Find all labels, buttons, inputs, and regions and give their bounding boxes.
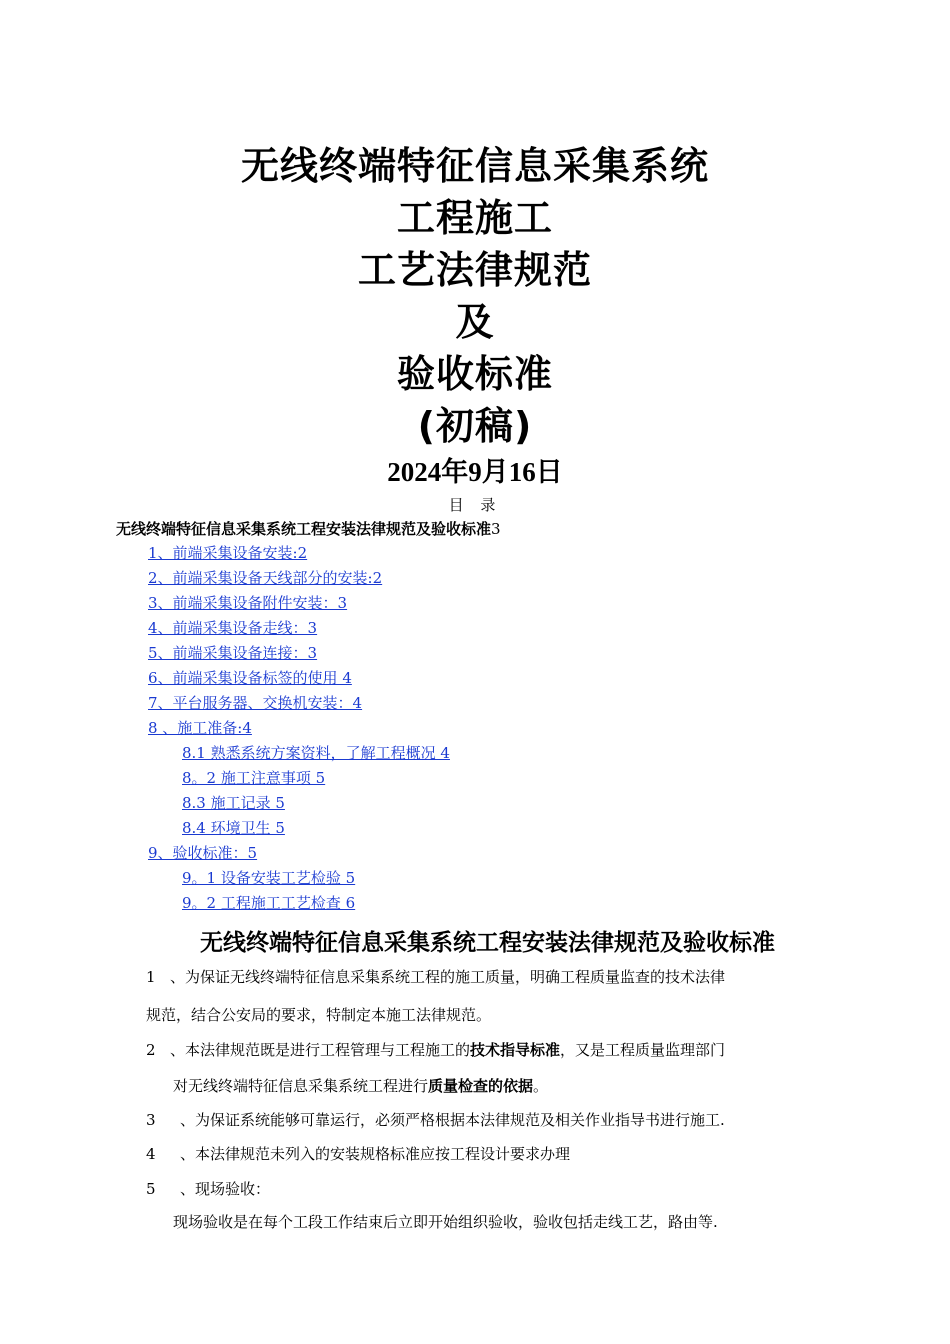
paragraph-2-line-1 xyxy=(146,1039,725,1060)
title-line-1: 无线终端特征信息采集系统 xyxy=(240,144,709,188)
toc-main-entry-page: 3 xyxy=(491,520,501,538)
toc-main-entry[interactable] xyxy=(116,518,501,539)
toc-link-8-2[interactable]: 8。2 施工注意事项 5 xyxy=(182,769,326,787)
paragraph-1-text: 、为保证无线终端特征信息采集系统工程的施工质量，明确工程质量监查的技术法律 xyxy=(170,968,726,986)
toc-link-9-2[interactable]: 9。2 工程施工工艺检查 6 xyxy=(182,894,356,912)
toc-link-2[interactable]: 2、前端采集设备天线部分的安装:2 xyxy=(148,569,383,587)
paragraph-2-emphasis-1: 技术指导标准 xyxy=(470,1041,561,1059)
section-title: 无线终端特征信息采集系统工程安装法律规范及验收标准 xyxy=(200,930,775,956)
title-line-6: (初稿) xyxy=(417,404,533,448)
toc-heading: 目 录 xyxy=(448,496,502,514)
paragraph-6: 现场验收是在每个工段工作结束后立即开始组织验收，验收包括走线工艺，路由等. xyxy=(173,1213,718,1231)
toc-link-8-4[interactable]: 8.4 环境卫生 5 xyxy=(182,819,285,837)
paragraph-2-line-2 xyxy=(173,1075,548,1096)
paragraph-5-text: 、现场验收： xyxy=(180,1180,271,1198)
toc-link-1[interactable]: 1、前端采集设备安装:2 xyxy=(148,544,308,562)
toc-link-9-1[interactable]: 9。1 设备安装工艺检验 5 xyxy=(182,869,356,887)
paragraph-3-text: 、为保证系统能够可靠运行，必须严格根据本法律规范及相关作业指导书进行施工. xyxy=(180,1111,725,1129)
paragraph-4 xyxy=(146,1143,570,1164)
document-date: 2024年9月16日 xyxy=(387,457,563,487)
toc-link-5[interactable]: 5、前端采集设备连接：3 xyxy=(148,644,318,662)
toc-link-3[interactable]: 3、前端采集设备附件安装：3 xyxy=(148,594,348,612)
paragraph-2-emphasis-2: 质量检查的依据 xyxy=(428,1077,534,1095)
paragraph-1-line-1 xyxy=(146,966,725,987)
paragraph-1-line-2: 规范，结合公安局的要求，特制定本施工法律规范。 xyxy=(146,1006,492,1024)
toc-link-4[interactable]: 4、前端采集设备走线：3 xyxy=(148,619,318,637)
title-line-2: 工程施工 xyxy=(396,196,553,240)
paragraph-5-number: 5 xyxy=(146,1180,156,1198)
paragraph-2-text-c: 对无线终端特征信息采集系统工程进行 xyxy=(173,1077,429,1095)
paragraph-4-text: 、本法律规范未列入的安装规格标准应按工程设计要求办理 xyxy=(180,1145,571,1163)
title-line-4: 及 xyxy=(455,300,495,344)
paragraph-2-number: 2 xyxy=(146,1041,156,1059)
title-line-3: 工艺法律规范 xyxy=(357,248,592,292)
paragraph-4-number: 4 xyxy=(146,1145,156,1163)
paragraph-3-number: 3 xyxy=(146,1111,156,1129)
title-line-5: 验收标准 xyxy=(396,352,553,396)
paragraph-2-text-a: 、本法律规范既是进行工程管理与工程施工的 xyxy=(170,1041,471,1059)
toc-link-8-3[interactable]: 8.3 施工记录 5 xyxy=(182,794,285,812)
toc-link-8[interactable]: 8 、施工准备:4 xyxy=(148,719,252,737)
paragraph-2-text-b: ，又是工程质量监理部门 xyxy=(560,1041,726,1059)
toc-main-entry-label: 无线终端特征信息采集系统工程安装法律规范及验收标准 xyxy=(116,520,492,538)
toc-link-8-1[interactable]: 8.1 熟悉系统方案资料，了解工程概况 4 xyxy=(182,744,450,762)
paragraph-5 xyxy=(146,1178,270,1199)
toc-link-9[interactable]: 9、验收标准：5 xyxy=(148,844,258,862)
paragraph-3 xyxy=(146,1109,725,1130)
cover-title xyxy=(0,140,950,452)
paragraph-1-number: 1 xyxy=(146,968,156,986)
toc-link-6[interactable]: 6、前端采集设备标签的使用 4 xyxy=(148,669,352,687)
paragraph-2-text-d: 。 xyxy=(533,1077,549,1095)
toc-link-7[interactable]: 7、平台服务器、交换机安装：4 xyxy=(148,694,363,712)
